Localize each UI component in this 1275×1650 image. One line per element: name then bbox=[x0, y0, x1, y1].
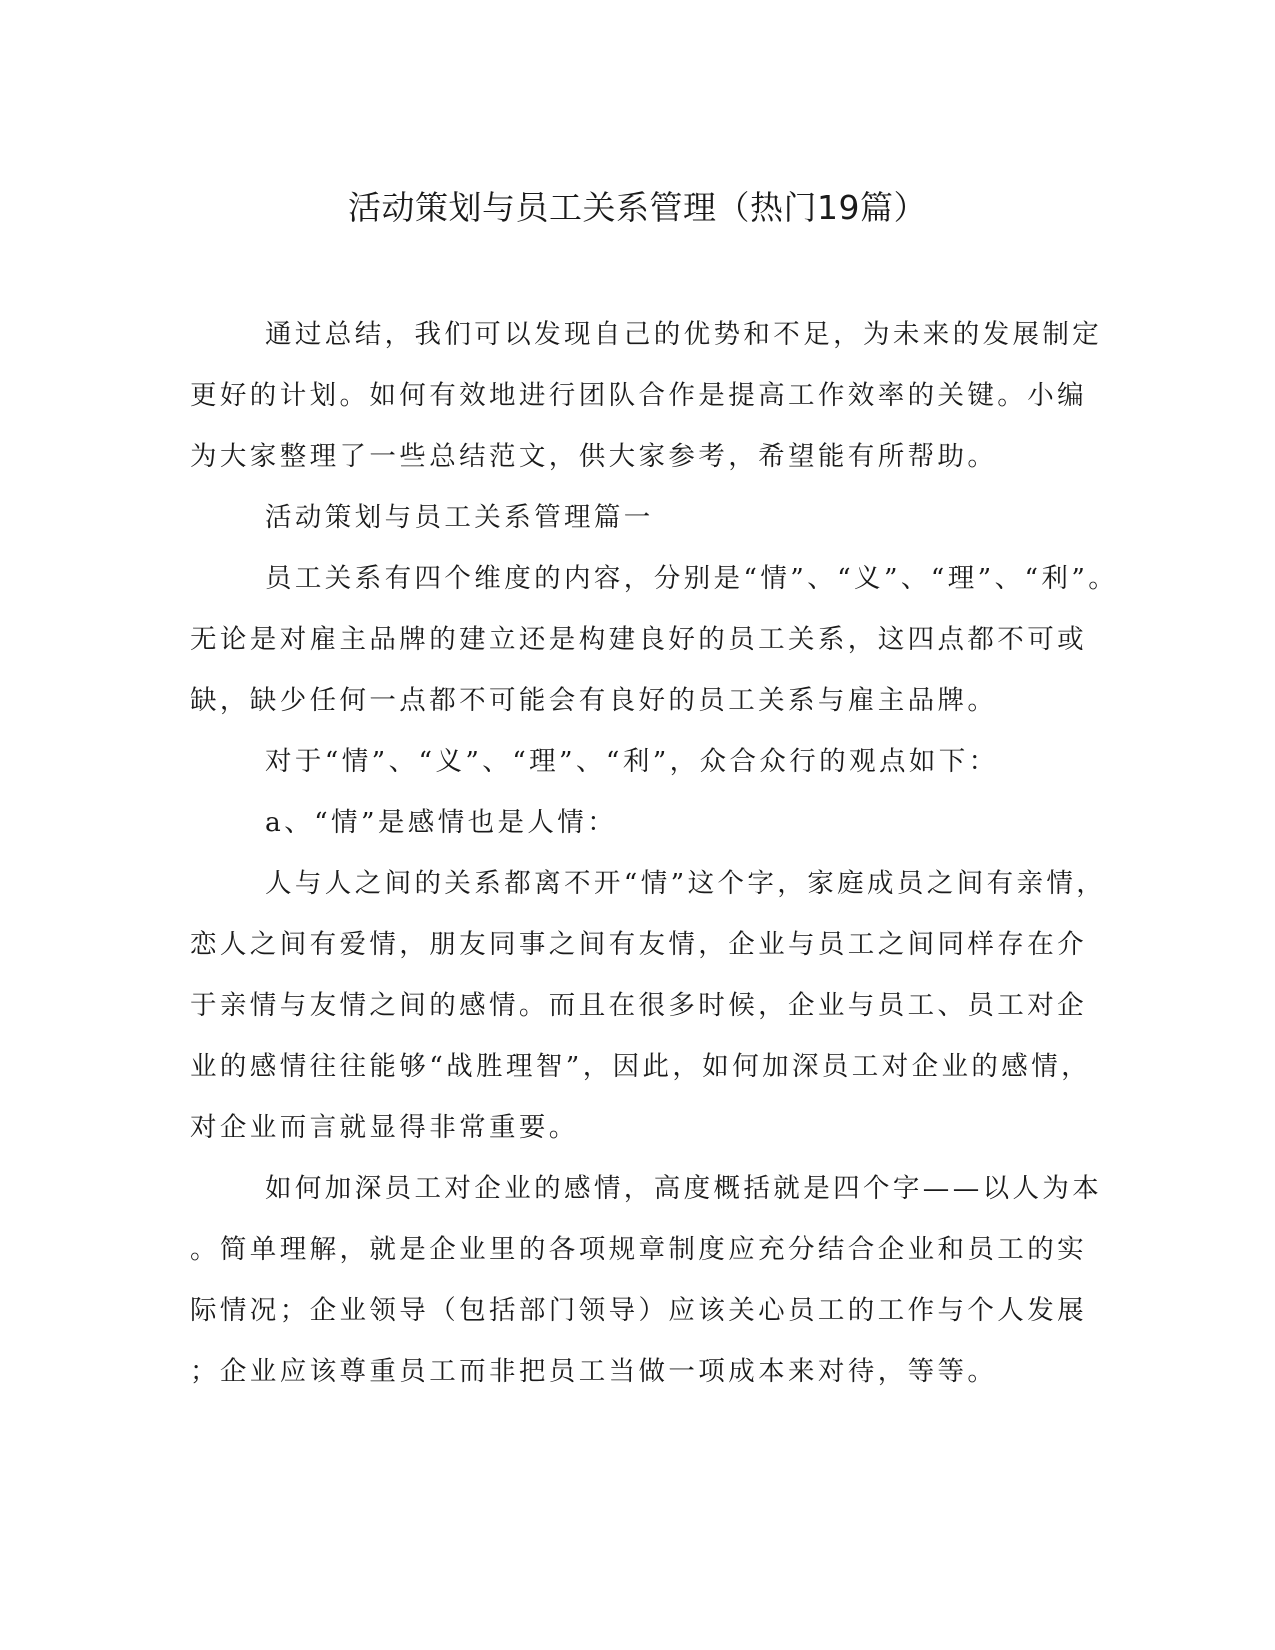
paragraph-line: 如何加深员工对企业的感情，高度概括就是四个字——以人为本 bbox=[265, 1173, 1103, 1204]
paragraph-line: 更好的计划。如何有效地进行团队合作是提高工作效率的关键。小编 bbox=[190, 380, 1087, 411]
paragraph-line: 。简单理解，就是企业里的各项规章制度应充分结合企业和员工的实 bbox=[190, 1234, 1087, 1265]
list-item-heading: a、“情”是感情也是人情： bbox=[265, 807, 618, 838]
section-heading: 活动策划与员工关系管理篇一 bbox=[265, 502, 654, 533]
paragraph-line: 人与人之间的关系都离不开“情”这个字，家庭成员之间有亲情， bbox=[265, 868, 1107, 899]
paragraph-line: ；企业应该尊重员工而非把员工当做一项成本来对待，等等。 bbox=[190, 1356, 998, 1387]
paragraph-line: 际情况；企业领导（包括部门领导）应该关心员工的工作与个人发展 bbox=[190, 1295, 1087, 1326]
paragraph-line: 于亲情与友情之间的感情。而且在很多时候，企业与员工、员工对企 bbox=[190, 990, 1087, 1021]
paragraph-line: 对于“情”、“义”、“理”、“利”，众合众行的观点如下： bbox=[265, 746, 999, 777]
paragraph-line: 为大家整理了一些总结范文，供大家参考，希望能有所帮助。 bbox=[190, 441, 998, 472]
paragraph-line: 对企业而言就显得非常重要。 bbox=[190, 1112, 579, 1143]
paragraph-line: 员工关系有四个维度的内容，分别是“情”、“义”、“理”、“利”。 bbox=[265, 563, 1119, 594]
document-title: 活动策划与员工关系管理（热门19篇） bbox=[348, 188, 927, 227]
paragraph-line: 恋人之间有爱情，朋友同事之间有友情，企业与员工之间同样存在介 bbox=[190, 929, 1087, 960]
paragraph-line: 通过总结，我们可以发现自己的优势和不足，为未来的发展制定 bbox=[265, 319, 1103, 350]
paragraph-line: 缺，缺少任何一点都不可能会有良好的员工关系与雇主品牌。 bbox=[190, 685, 998, 716]
paragraph-line: 无论是对雇主品牌的建立还是构建良好的员工关系，这四点都不可或 bbox=[190, 624, 1087, 655]
paragraph-line: 业的感情往往能够“战胜理智”，因此，如何加深员工对企业的感情， bbox=[190, 1051, 1091, 1082]
